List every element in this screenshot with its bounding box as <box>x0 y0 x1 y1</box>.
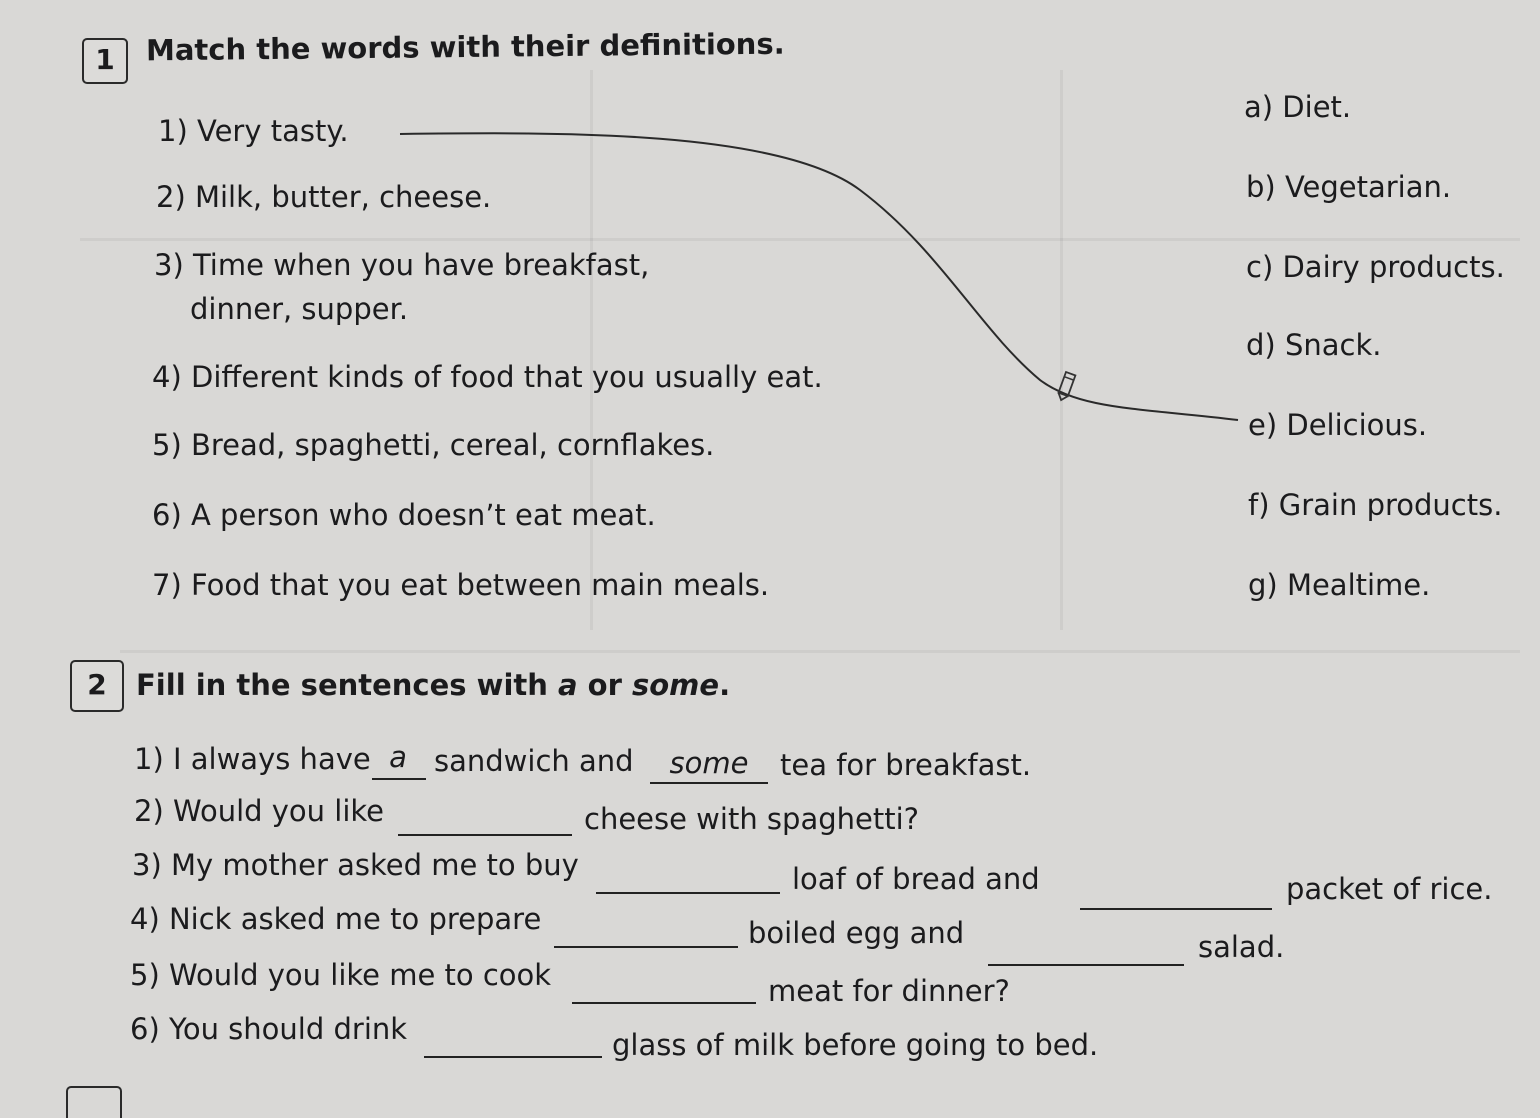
sentence-4-blank-1[interactable] <box>554 946 738 948</box>
sentence-4-blank-2[interactable] <box>988 964 1184 966</box>
sentence-6-blank[interactable] <box>424 1056 602 1058</box>
word-c: c) Dairy products. <box>1246 250 1505 284</box>
next-exercise-box-edge <box>66 1086 122 1118</box>
sentence-6-part-2: glass of milk before going to bed. <box>612 1028 1099 1062</box>
exercise-1-title: Match the words with their definitions. <box>145 26 785 68</box>
sentence-5-blank[interactable] <box>572 1002 756 1004</box>
exercise-2-number: 2 <box>70 660 124 712</box>
sentence-4-part-2: boiled egg and <box>748 916 965 950</box>
word-e: e) Delicious. <box>1248 408 1428 442</box>
sentence-1-part-3: tea for breakfast. <box>780 748 1032 782</box>
definition-5: 5) Bread, spaghetti, cereal, cornflakes. <box>152 428 715 462</box>
title-part: . <box>719 668 731 702</box>
sentence-1-part-2: sandwich and <box>434 744 634 778</box>
sentence-3-blank-2[interactable] <box>1080 908 1272 910</box>
sentence-5-part-2: meat for dinner? <box>768 974 1010 1008</box>
title-word-a: a <box>558 668 578 702</box>
sentence-3-part-3: packet of rice. <box>1286 872 1493 906</box>
definition-1: 1) Very tasty. <box>158 114 349 148</box>
word-b: b) Vegetarian. <box>1246 170 1452 204</box>
word-d: d) Snack. <box>1246 328 1382 362</box>
definition-6: 6) A person who doesn’t eat meat. <box>152 498 656 532</box>
sentence-1-answer-2[interactable]: some <box>669 746 749 780</box>
title-word-some: some <box>632 668 720 702</box>
definition-2: 2) Milk, butter, cheese. <box>156 180 492 214</box>
show-through-line <box>120 650 1520 653</box>
sentence-4-part-1: 4) Nick asked me to prepare <box>130 902 542 936</box>
definition-3-continued: dinner, supper. <box>190 292 409 326</box>
word-g: g) Mealtime. <box>1248 568 1431 602</box>
sentence-2-part-2: cheese with spaghetti? <box>584 802 920 836</box>
exercise-1-number: 1 <box>82 38 128 84</box>
definition-4: 4) Different kinds of food that you usually eat. <box>152 360 823 394</box>
word-f: f) Grain products. <box>1248 488 1503 522</box>
sentence-1-blank-1[interactable] <box>372 778 426 780</box>
title-part: Fill in the sentences with <box>136 668 558 702</box>
show-through-line <box>590 70 593 630</box>
sentence-6-part-1: 6) You should drink <box>130 1012 408 1046</box>
definition-7: 7) Food that you eat between main meals. <box>152 568 770 602</box>
definition-3: 3) Time when you have breakfast, <box>154 248 650 282</box>
sentence-2-part-1: 2) Would you like <box>134 794 384 828</box>
sentence-1-part-1: 1) I always have <box>134 742 371 776</box>
show-through-line <box>80 238 1520 241</box>
sentence-4-part-3: salad. <box>1198 930 1285 964</box>
sentence-5-part-1: 5) Would you like me to cook <box>130 958 552 992</box>
word-a: a) Diet. <box>1244 90 1352 124</box>
sentence-3-blank-1[interactable] <box>596 892 780 894</box>
exercise-2-title <box>136 668 730 702</box>
sentence-1-blank-2[interactable] <box>650 782 768 784</box>
sentence-1-answer-1[interactable]: a <box>389 740 407 774</box>
sentence-2-blank[interactable] <box>398 834 572 836</box>
show-through-line <box>1060 70 1063 630</box>
sentence-3-part-2: loaf of bread and <box>792 862 1040 896</box>
title-part: or <box>577 668 632 702</box>
sentence-3-part-1: 3) My mother asked me to buy <box>132 848 579 882</box>
